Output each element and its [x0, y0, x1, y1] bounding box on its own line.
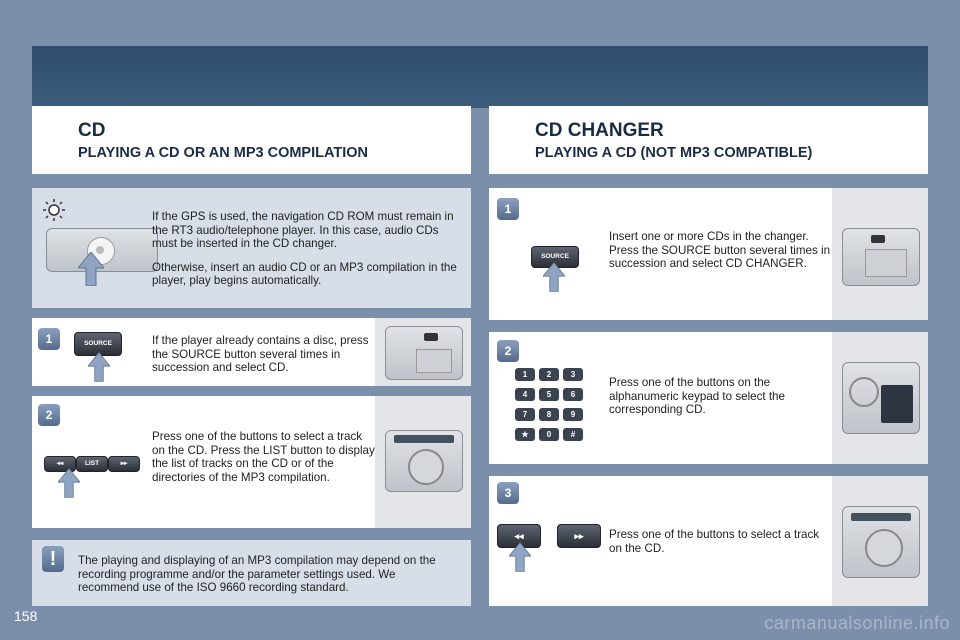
- radio-panel-image: [375, 318, 471, 386]
- keypad-key[interactable]: 0: [539, 428, 559, 441]
- radio-panel-image: [832, 188, 928, 320]
- previous-track-button[interactable]: ◂◂: [497, 524, 541, 548]
- right-title: CD CHANGER: [535, 120, 664, 141]
- warning-icon: !: [42, 546, 64, 572]
- left-step2-text: Press one of the buttons to select a track on the CD. Press the LIST button to display the list of tracks on the CD or of the directories of the MP3 compilation.: [152, 430, 375, 484]
- keypad-key[interactable]: 7: [515, 408, 535, 421]
- previous-track-button[interactable]: ◂◂: [44, 456, 76, 472]
- right-step1-panel: [489, 188, 928, 320]
- press-arrow-icon: [88, 352, 110, 382]
- gps-note-panel: [32, 188, 471, 308]
- left-title: CD: [78, 120, 106, 141]
- right-step3-text: Press one of the buttons to select a track on the CD.: [609, 528, 820, 555]
- source-button[interactable]: SOURCE: [531, 246, 579, 268]
- watermark: carmanualsonline.info: [764, 613, 950, 633]
- header-band: [32, 46, 928, 108]
- press-arrow-icon: [509, 542, 531, 572]
- keypad-key[interactable]: 1: [515, 368, 535, 381]
- keypad-key[interactable]: 5: [539, 388, 559, 401]
- keypad-key[interactable]: 2: [539, 368, 559, 381]
- radio-panel-image: [832, 476, 928, 606]
- step-1-badge: 1: [38, 328, 60, 350]
- gps-note-text: [152, 210, 462, 288]
- radio-panel-image: [375, 396, 471, 528]
- step-1-badge: 1: [497, 198, 519, 220]
- next-track-button[interactable]: ▸▸: [108, 456, 140, 472]
- right-step1-text: Insert one or more CDs in the changer. Press the SOURCE button several times in succession and select CD CHANGER.: [609, 230, 831, 271]
- press-arrow-icon: [58, 468, 80, 498]
- left-step1-text: If the player already contains a disc, press the SOURCE button several times in succession and select CD.: [152, 334, 369, 375]
- step-3-badge: 3: [497, 482, 519, 504]
- keypad-key[interactable]: 9: [563, 408, 583, 421]
- warning-text: The playing and displaying of an MP3 compilation may depend on the recording programme and/or the parameter settings used. We recommend use of the ISO 9660 recording standard.: [78, 554, 436, 595]
- alphanumeric-keypad: [515, 368, 587, 442]
- source-button[interactable]: SOURCE: [74, 332, 122, 356]
- keypad-key[interactable]: 3: [563, 368, 583, 381]
- left-subtitle: PLAYING A CD OR AN MP3 COMPILATION: [78, 145, 369, 161]
- insert-arrow-icon: [78, 252, 104, 286]
- warning-panel: [32, 540, 471, 606]
- left-step2-panel: [32, 396, 471, 528]
- left-title-box: [32, 106, 471, 174]
- keypad-key[interactable]: 6: [563, 388, 583, 401]
- next-track-button[interactable]: ▸▸: [557, 524, 601, 548]
- keypad-key[interactable]: 4: [515, 388, 535, 401]
- keypad-key[interactable]: #: [563, 428, 583, 441]
- keypad-key[interactable]: ★: [515, 428, 535, 441]
- right-subtitle: PLAYING A CD (NOT MP3 COMPATIBLE): [535, 145, 813, 161]
- right-title-box: [489, 106, 928, 174]
- list-button[interactable]: LIST: [76, 456, 108, 472]
- step-2-badge: 2: [497, 340, 519, 362]
- radio-panel-image: [832, 332, 928, 464]
- press-arrow-icon: [543, 262, 565, 292]
- left-step1-panel: [32, 318, 471, 386]
- right-step3-panel: [489, 476, 928, 606]
- gps-note-p2: Otherwise, insert an audio CD or an MP3 compilation in the player, play begins automatically.: [152, 260, 457, 288]
- sun-icon: [42, 198, 66, 222]
- gps-note-p1: If the GPS is used, the navigation CD ROM must remain in the RT3 audio/telephone player. In this case, audio CDs must be inserted in the CD changer.: [152, 210, 454, 251]
- page-number: 158: [14, 608, 38, 624]
- right-step2-panel: [489, 332, 928, 464]
- right-step2-text: Press one of the buttons on the alphanumeric keypad to select the corresponding CD.: [609, 376, 785, 417]
- step-2-badge: 2: [38, 404, 60, 426]
- keypad-key[interactable]: 8: [539, 408, 559, 421]
